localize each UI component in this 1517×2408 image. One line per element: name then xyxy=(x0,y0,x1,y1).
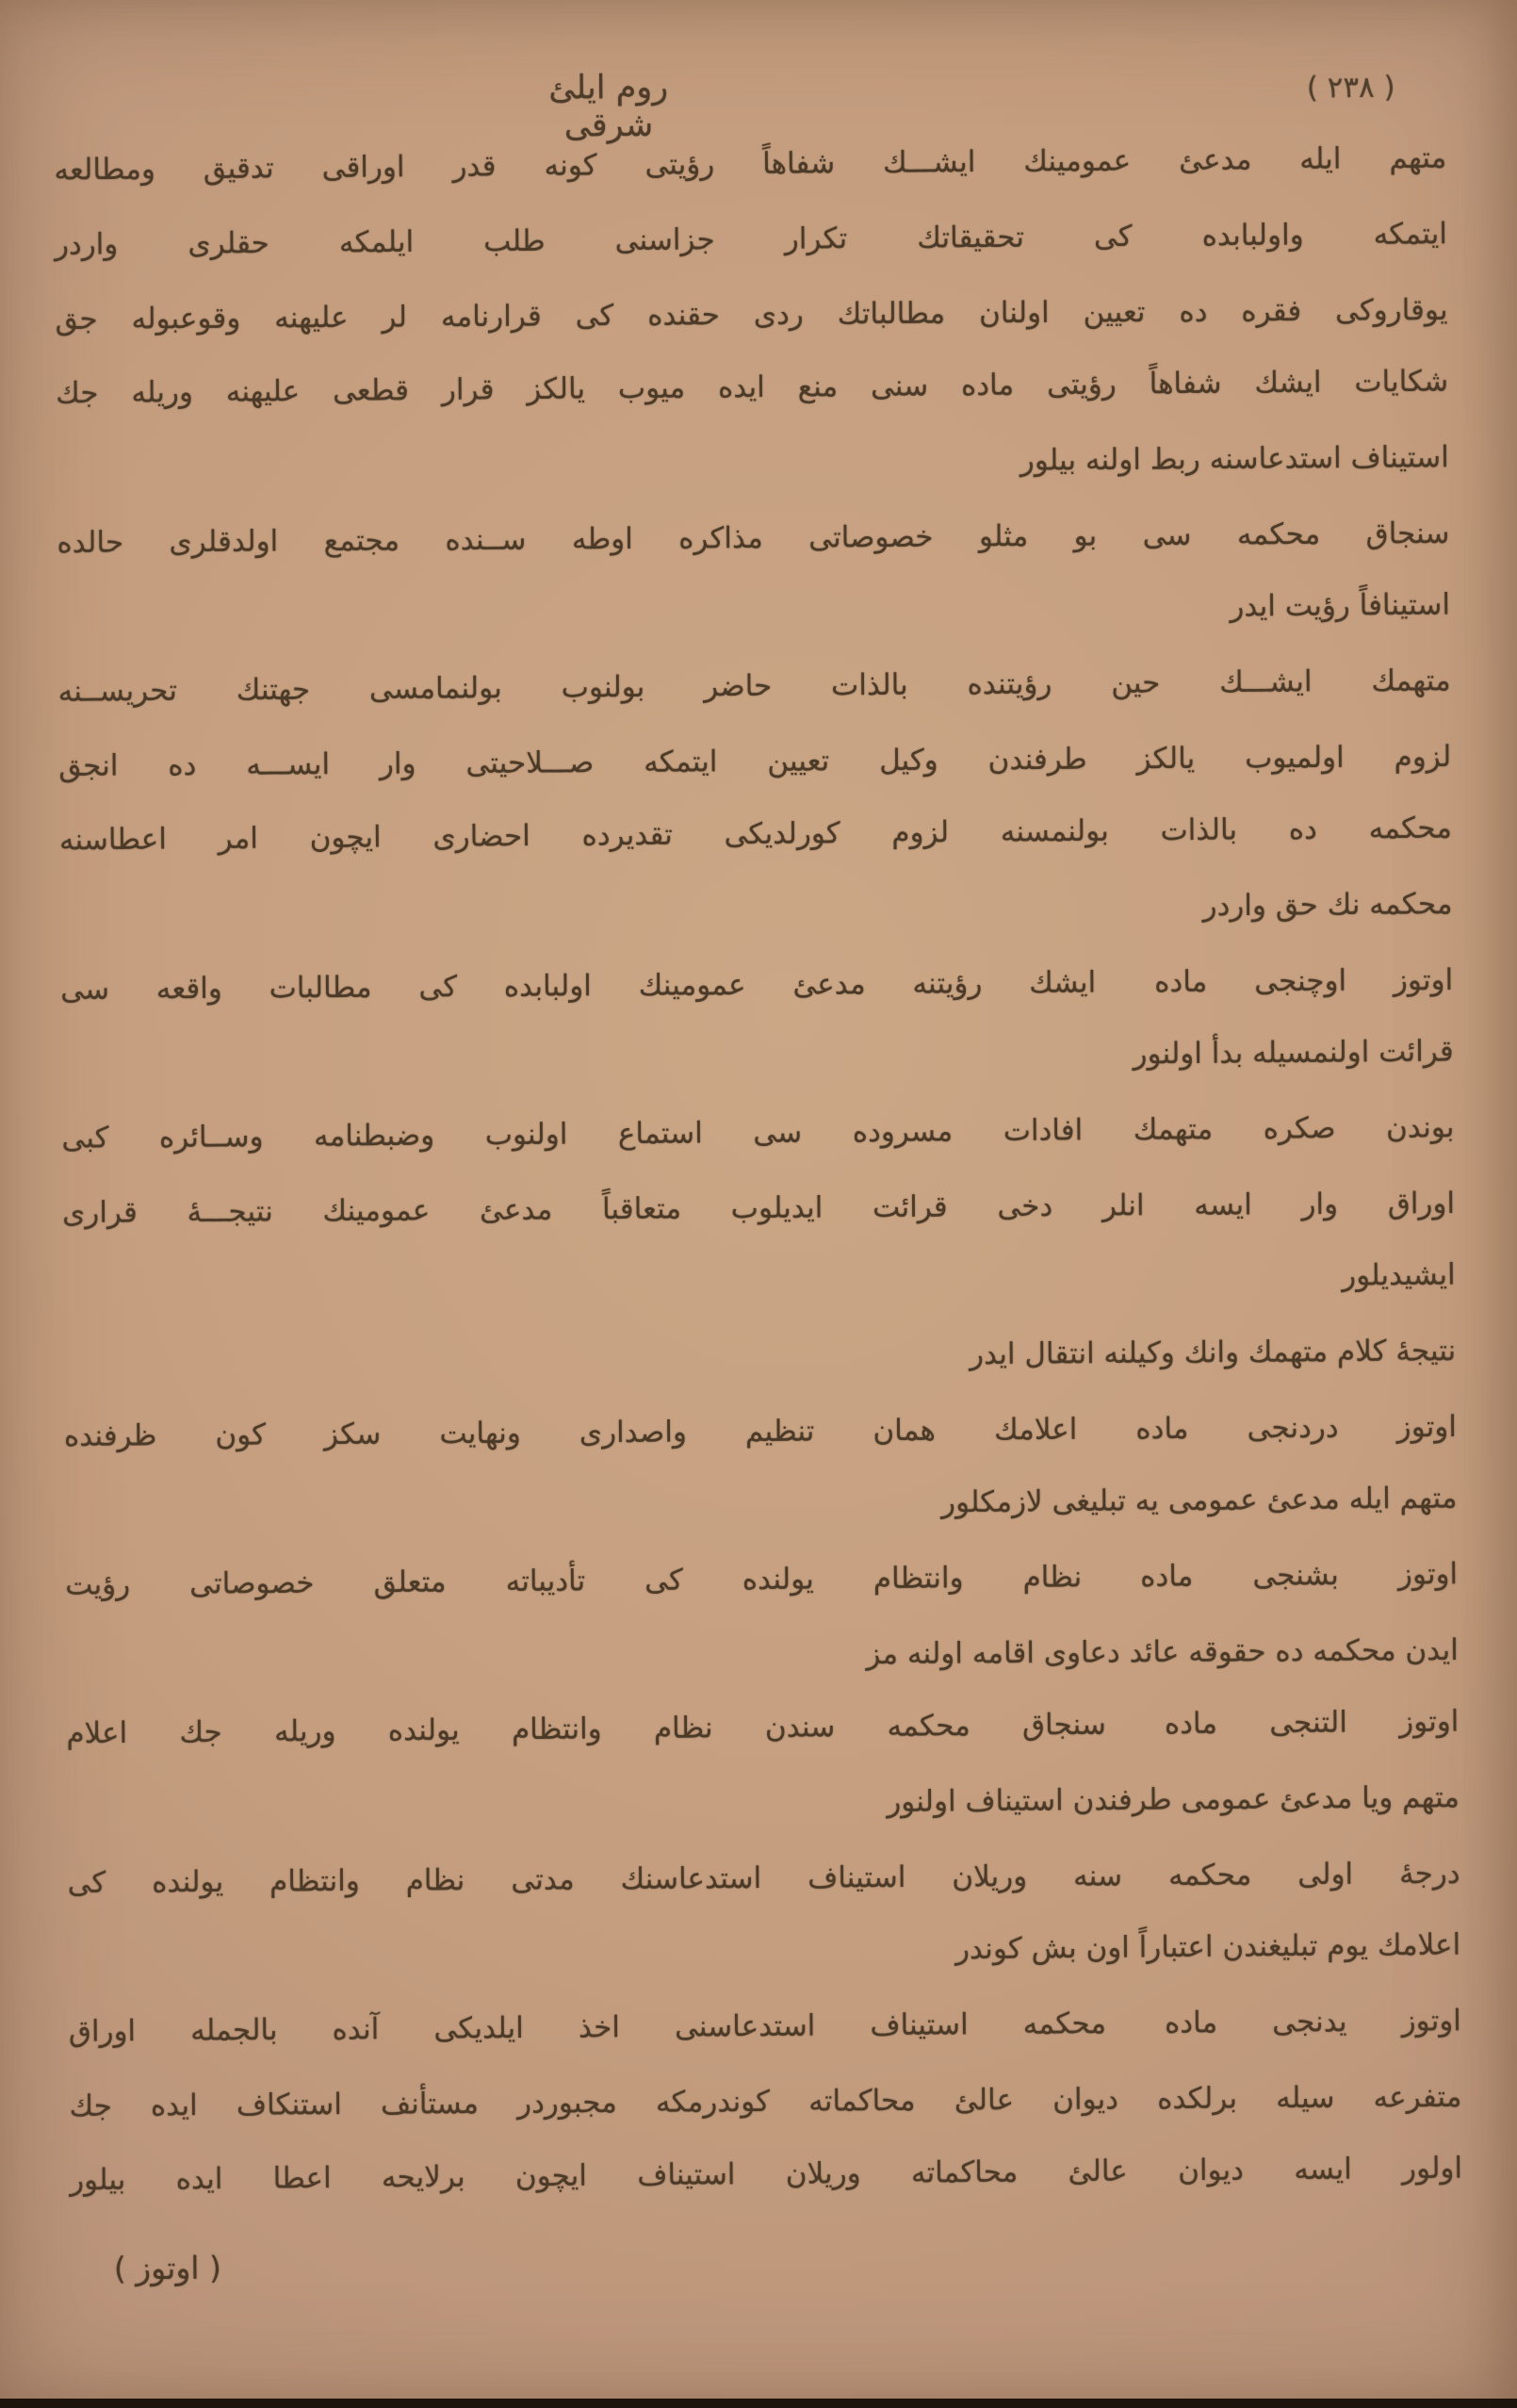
text-line-article-37: اوتوز يدنجى ماده محكمه استيناف استدعاسنى اخذ ايلديكى آنده بالجمله اوراق xyxy=(68,2004,1461,2049)
text-line: بوندن صكره متهمك افادات مسروده سى استماع اولنوب وضبطنامه وســائره كبى xyxy=(61,1110,1455,1155)
text-line: اعلامك يوم تبليغندن اعتباراً اون بش كوندر xyxy=(954,1927,1461,1967)
text-line-article-34: اوتوز دردنجى ماده اعلامك همان تنظيم واصدارى ونهايت سكز كون ظرفنده xyxy=(63,1409,1458,1454)
text-line: استينافاً رؤيت ايدر xyxy=(1230,587,1451,624)
text-line: متفرعه سيله برلكده ديوان عالئ محاكماته كوندرمكه مجبوردر مستأنف استنكاف ايده جك xyxy=(69,2079,1462,2124)
text-line-article-33: اوتوز اوچنجى ماده ايشك رؤيتنه مدعئ عمومينك اولبابده كى مطالبات واقعه سى xyxy=(60,962,1454,1007)
text-line: ايشيديلور xyxy=(1342,1257,1456,1293)
text-line: متهم ايله مدعئ عمومينك ايشـــك شفاهاً رؤيتى كونه قدر اوراقى تدقيق ومطالعه xyxy=(54,140,1447,188)
body-text-block xyxy=(54,123,1462,2219)
running-title: روم ايلئ شرقى xyxy=(548,68,669,145)
text-line: درجهٔ اولى محكمه سنه وريلان استيناف استدعاسنك مدتى نظام وانتظام يولنده كى xyxy=(67,1856,1460,1901)
text-line: سنجاق محكمه سى بو مثلو خصوصاتى مذاكره اوطه ســنده مجتمع اولدقلرى حالده xyxy=(57,516,1450,561)
text-line: اولور ايسه ديوان عالئ محاكماته وريلان استيناف ايچون برلايحه اعطا ايده بيلور xyxy=(69,2151,1463,2198)
text-line: يوقاروكى فقره ده تعيين اولنان مطالباتك ردى حقنده كى قرارنامه لر عليهنه وقوعبوله جق xyxy=(55,292,1448,337)
text-line: متهم ويا مدعئ عمومى طرفندن استيناف اولنور xyxy=(887,1780,1460,1819)
text-line: محكمه نك حق واردر xyxy=(1202,887,1453,924)
scan-bottom-edge xyxy=(0,2399,1517,2408)
text-line-article-35: اوتوز بشنجى ماده نظام وانتظام يولنده كى تأديباته متعلق خصوصاتى رؤيت xyxy=(65,1557,1459,1602)
text-line: متهم ايله مدعئ عمومى يه تبليغى لازمكلور xyxy=(940,1481,1458,1520)
page-number: ( ٢٣٨ ) xyxy=(1306,70,1395,106)
catchword: ( اوتوز ) xyxy=(113,2249,222,2287)
text-line: اوراق وار ايسه انلر دخى قرائت ايديلوب متعاقباً مدعئ عمومينك نتيجـــهٔ قرارى xyxy=(61,1186,1456,1231)
text-line: محكمه ده بالذات بولنمسنه لزوم كورلديكى تقديرده احضارى ايچون امر اعطاسنه xyxy=(58,811,1453,858)
text-line: ايدن محكمه ده حقوقه عائد دعاوى اقامه اولنه مز xyxy=(866,1632,1459,1672)
text-line: استيناف استدعاسنه ربط اولنه بيلور xyxy=(1019,440,1449,478)
text-line: لزوم اولميوب يالكز طرفندن وكيل تعيين ايتمكه صـــلاحيتى وار ايســـه ده انجق xyxy=(58,739,1452,784)
text-line: شكايات ايشك شفاهاً رؤيتى ماده سنى منع ايده ميوب يالكز قرار قطعى عليهنه وريله جك xyxy=(56,364,1449,411)
text-line: متهمك ايشـــك حين رؤيتنده بالذات حاضر بولنوب بولنمامسى جهتنك تحريســنه xyxy=(57,663,1451,709)
text-line-article-36: اوتوز التنجى ماده سنجاق محكمه سندن نظام وانتظام يولنده وريله جك اعلام xyxy=(66,1704,1460,1751)
text-line: ايتمكه واولبابده كى تحقيقاتك تكرار جزاسنى طلب ايلمكه حقلرى واردر xyxy=(54,217,1448,262)
text-line: نتيجهٔ كلام متهمك وانك وكيلنه انتقال ايدر xyxy=(969,1334,1457,1372)
text-line: قرائت اولنمسيله بدأ اولنور xyxy=(1133,1034,1454,1072)
